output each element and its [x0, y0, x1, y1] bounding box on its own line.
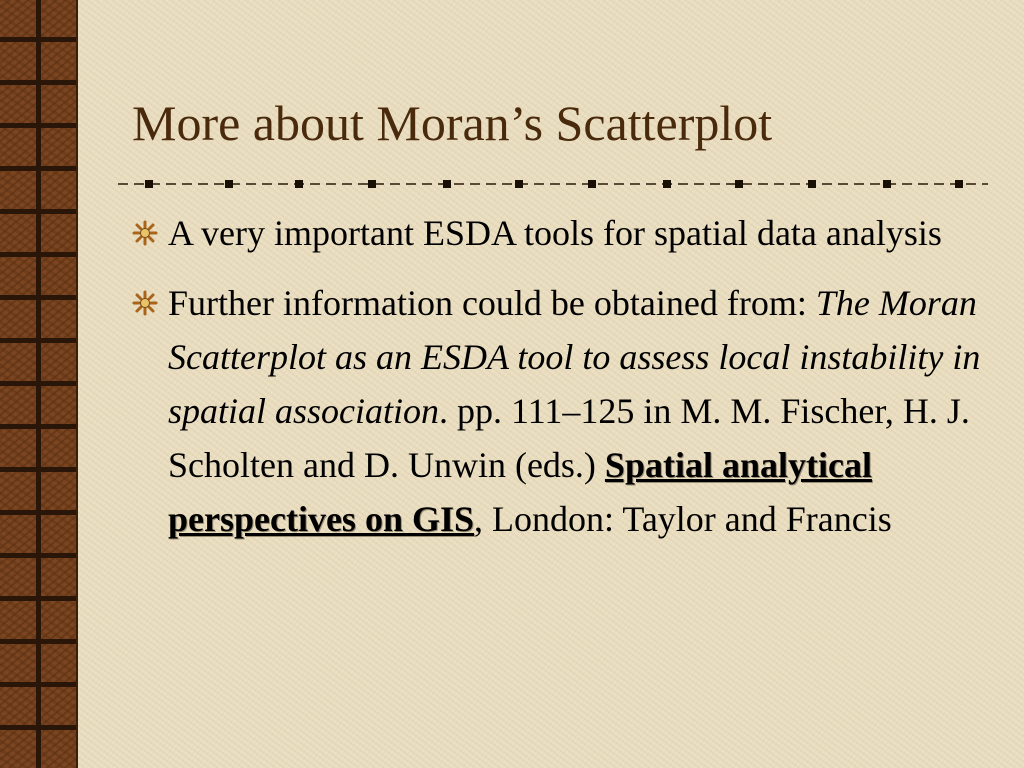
star-bullet-icon	[132, 220, 158, 246]
star-bullet-icon	[132, 290, 158, 316]
citation-text	[168, 276, 992, 546]
citation-details: . pp. 111–125 in M. M. Fischer, H. J. Scholten and D. Unwin (eds.)	[168, 391, 970, 485]
slide-title: More about Moran’s Scatterplot	[132, 95, 773, 151]
bullet-item-further-information	[132, 276, 992, 546]
slide-body	[132, 206, 992, 562]
bullet-item-esda-tools	[132, 206, 992, 260]
decorative-left-border	[0, 0, 78, 768]
title-divider	[118, 176, 988, 192]
article-title: The Moran Scatterplot as an ESDA tool to assess local instability in spatial association	[168, 283, 981, 431]
bullet-text: A very important ESDA tools for spatial data analysis	[168, 213, 942, 253]
citation-publisher: , London: Taylor and Francis	[474, 499, 892, 539]
book-title-link[interactable]: Spatial analytical perspectives on GIS	[168, 445, 872, 539]
citation-intro: Further information could be obtained from:	[168, 283, 816, 323]
